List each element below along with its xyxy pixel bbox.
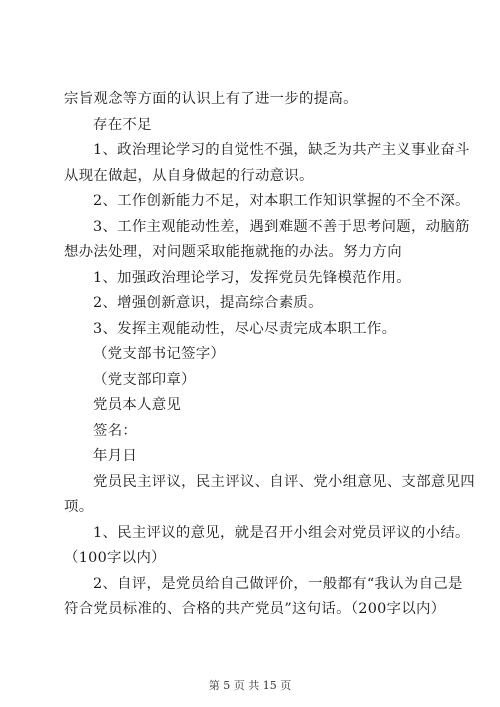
section-heading-shortcomings: 存在不足 [93,116,152,133]
document-body [64,87,475,623]
member-opinion-heading: 党员本人意见 [93,397,182,413]
branch-seal-line: （党支部印章） [93,371,196,388]
direction-item-1: 1、加强政治理论学习，发挥党员先锋模范作用。 [93,269,411,286]
evaluation-intro-continuation: 项。 [64,499,94,515]
evaluation-intro: 党员民主评议，民主评议、自评、党小组意见、支部意见四 [93,473,475,490]
date-label: 年月日 [93,448,138,464]
evaluation-item-2-continuation: 符合党员标准的、合格的共产党员”这句话。（200字以内） [64,601,446,617]
signature-label: 签名： [93,422,138,439]
evaluation-item-1-continuation: （100字以内） [64,550,166,566]
shortcoming-item-1-continuation: 从现在做起，从自身做起的行动意识。 [64,167,314,184]
shortcoming-item-1: 1、政治理论学习的自觉性不强，缺乏为共产主义事业奋斗 [93,142,470,158]
page-number-footer: 第 5 页 共 15 页 [208,679,292,692]
paragraph-continuation: 宗旨观念等方面的认识上有了进一步的提高。 [64,91,358,107]
shortcoming-item-3-continuation: 想办法处理，对问题采取能拖就拖的办法。努力方向 [64,244,402,260]
evaluation-item-2: 2、自评，是党员给自己做评价，一般都有“我认为自己是 [93,575,463,592]
secretary-signature-line: （党支部书记签字） [93,346,226,362]
shortcoming-item-3: 3、工作主观能动性差，遇到难题不善于思考问题，动脑筋 [93,218,470,235]
direction-item-2: 2、增强创新意识，提高综合素质。 [93,295,323,311]
evaluation-item-1: 1、民主评议的意见，就是召开小组会对党员评议的小结。 [93,524,470,541]
shortcoming-item-2: 2、工作创新能力不足，对本职工作知识掌握的不全不深。 [93,193,470,209]
direction-item-3: 3、发挥主观能动性，尽心尽责完成本职工作。 [93,320,397,337]
